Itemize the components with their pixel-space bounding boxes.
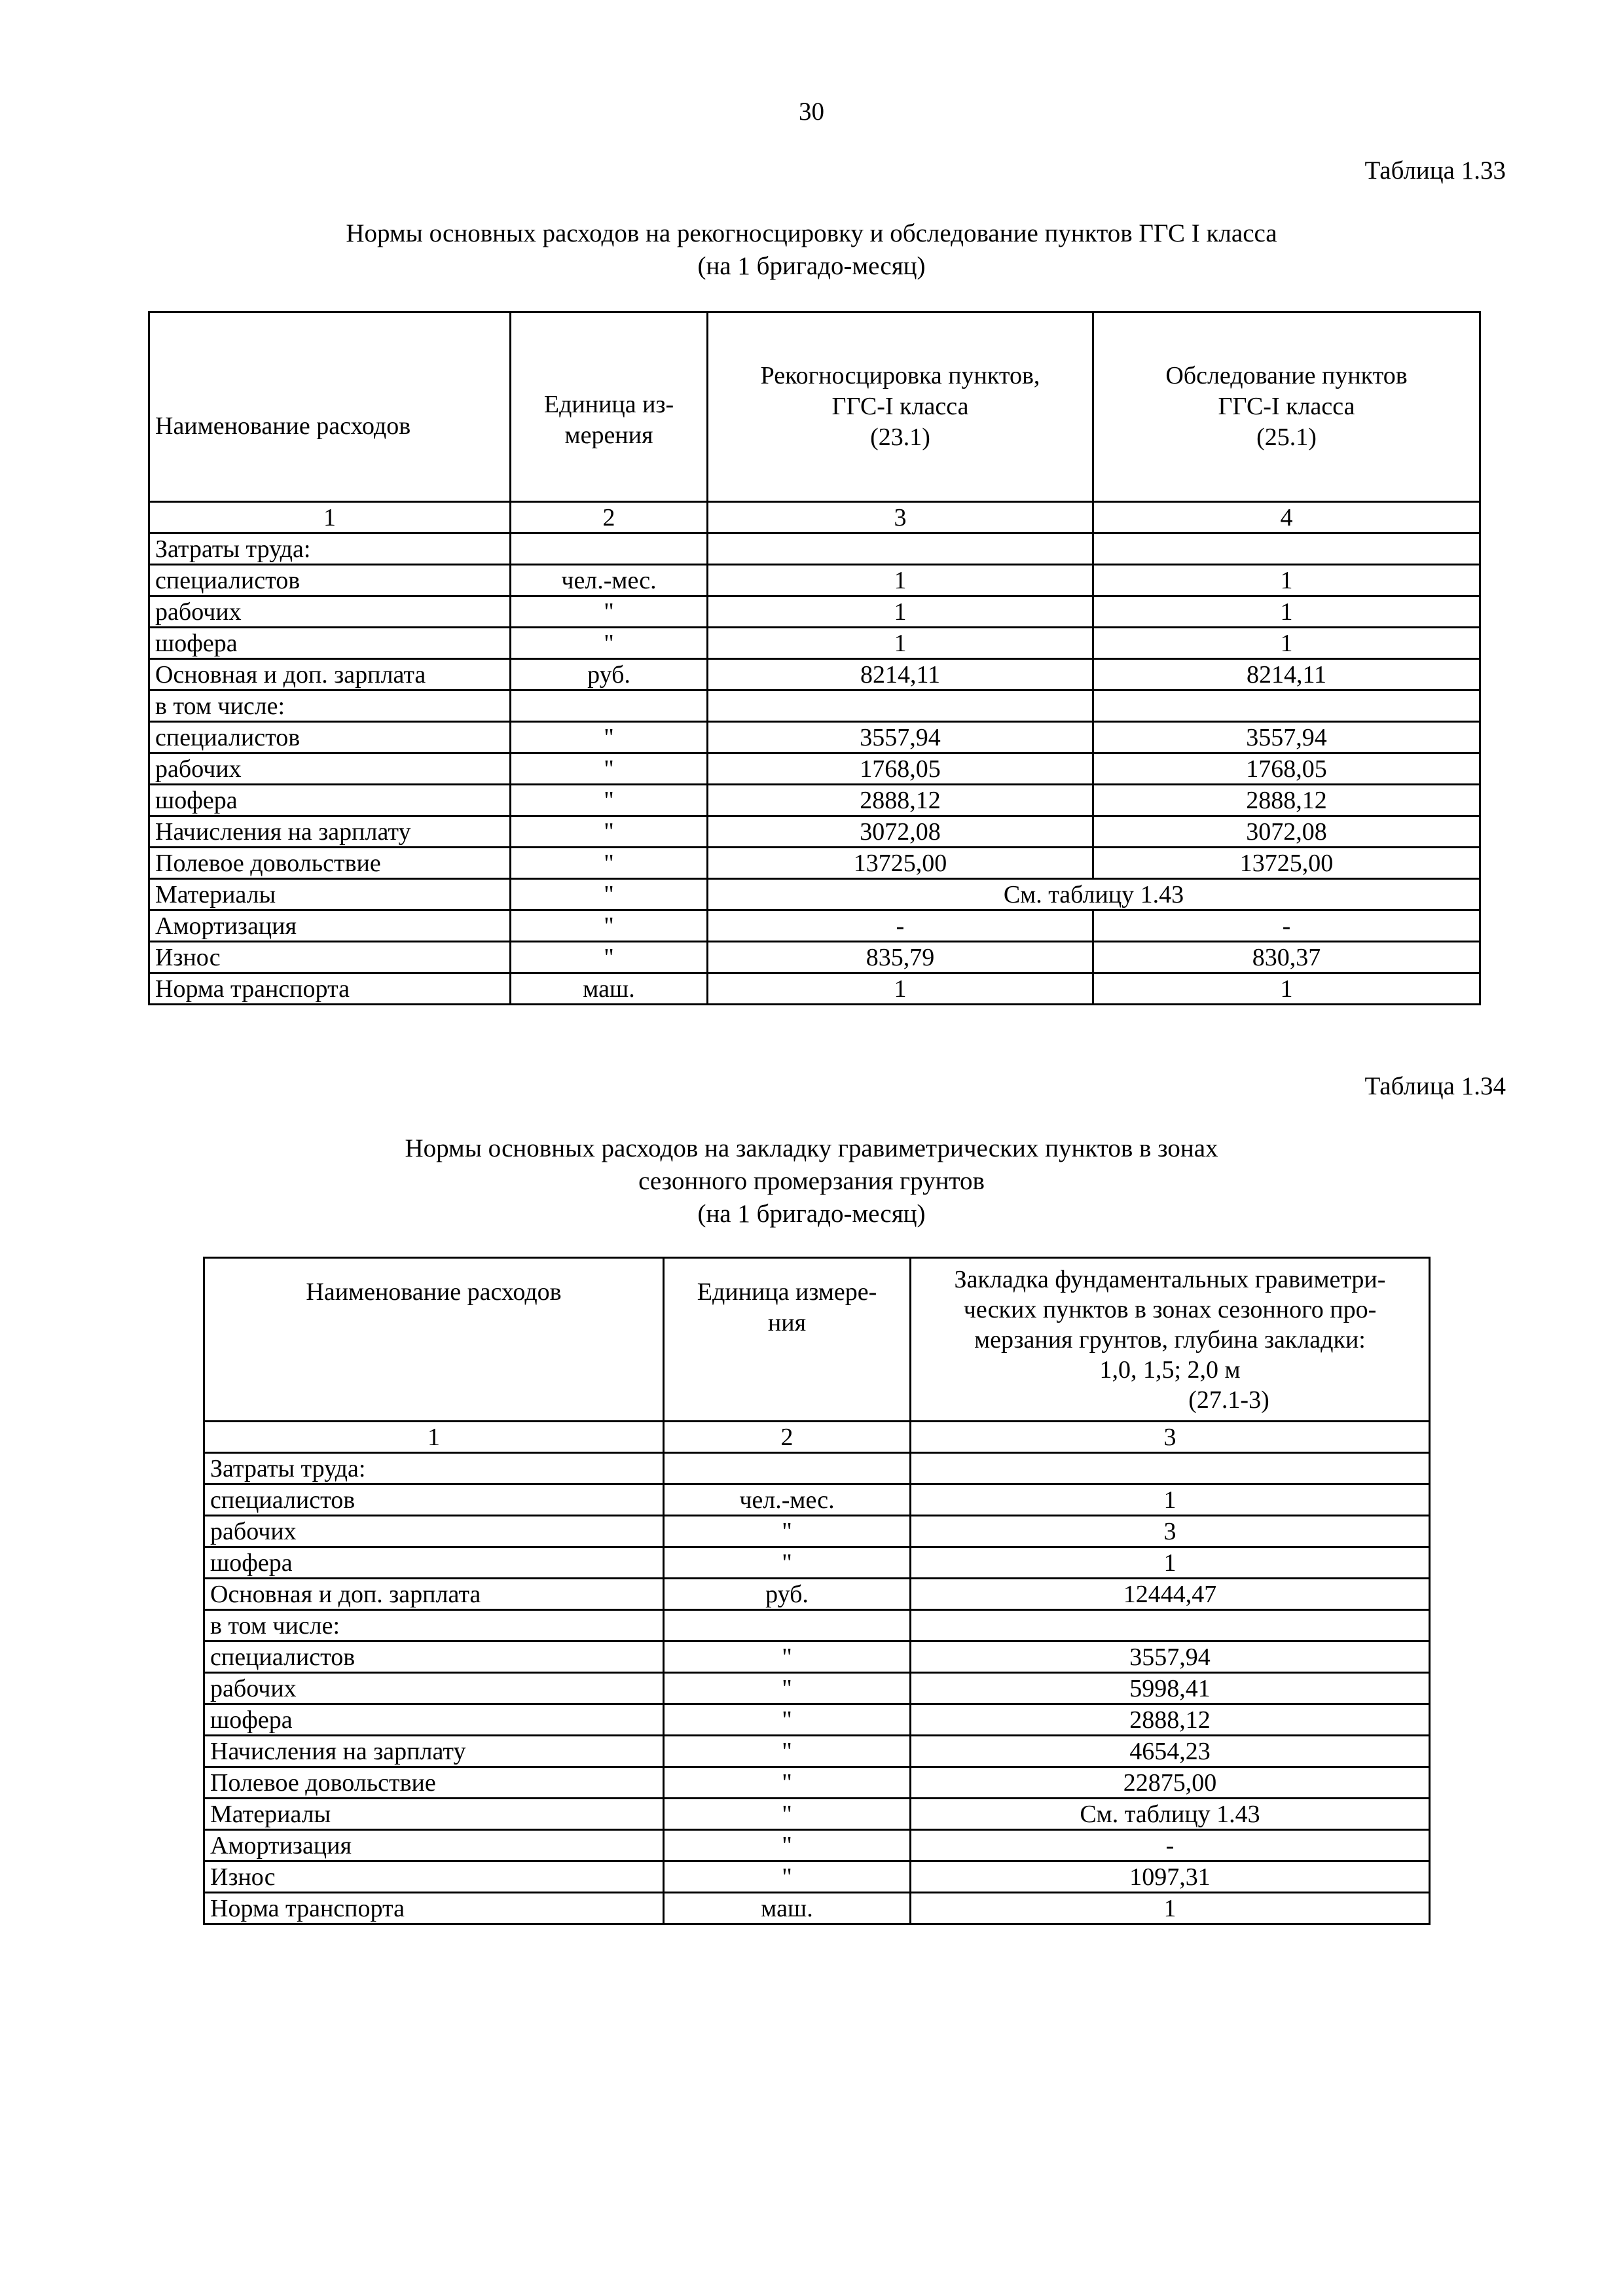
- value-cell: чел.-мес.: [511, 565, 708, 596]
- table-row: [204, 1453, 1430, 1484]
- value-cell: 8214,11: [708, 659, 1093, 691]
- header-line: Обследование пунктов: [1165, 362, 1408, 389]
- value-cell: [708, 533, 1093, 565]
- header-line: 1,0, 1,5; 2,0 м: [1099, 1355, 1241, 1384]
- column-number: 3: [911, 1422, 1430, 1453]
- table-row: [149, 753, 1480, 785]
- value-cell: 1: [708, 565, 1093, 596]
- value-cell: ": [664, 1673, 911, 1704]
- row-label-cell: шофера: [149, 628, 511, 659]
- row-label-cell: специалистов: [204, 1641, 664, 1673]
- value-cell: ": [511, 910, 708, 942]
- value-cell: [511, 691, 708, 722]
- header-line: ГГС-I класса: [831, 393, 969, 420]
- table-row: [149, 565, 1480, 596]
- value-cell: 13725,00: [708, 848, 1093, 879]
- value-cell: ": [511, 785, 708, 816]
- column-number-row: [149, 502, 1480, 533]
- table-row: [204, 1799, 1430, 1830]
- header-line: ГГС-I класса: [1218, 393, 1355, 420]
- table-label: Таблица 1.34: [1364, 1072, 1506, 1100]
- value-cell: ": [664, 1516, 911, 1547]
- value-cell: руб.: [511, 659, 708, 691]
- table-row: [149, 722, 1480, 753]
- value-cell: 13725,00: [1093, 848, 1480, 879]
- value-cell: 22875,00: [911, 1767, 1430, 1799]
- row-label-cell: рабочих: [204, 1673, 664, 1704]
- value-cell: 1768,05: [1093, 753, 1480, 785]
- row-label-cell: Износ: [149, 942, 511, 973]
- header-cell-reconnaissance: [708, 312, 1093, 502]
- row-label-cell: рабочих: [204, 1516, 664, 1547]
- value-cell: -: [1093, 910, 1480, 942]
- row-label-cell: специалистов: [149, 722, 511, 753]
- table-row: [204, 1830, 1430, 1861]
- value-cell: маш.: [664, 1893, 911, 1924]
- row-label-cell: Затраты труда:: [204, 1453, 664, 1484]
- value-cell: [708, 691, 1093, 722]
- caption-line: (на 1 бригадо-месяц): [697, 252, 926, 280]
- value-cell: 1: [1093, 628, 1480, 659]
- row-label-cell: Полевое довольствие: [149, 848, 511, 879]
- value-cell: [911, 1610, 1430, 1641]
- page-number: 30: [799, 98, 824, 126]
- column-number-row: [204, 1422, 1430, 1453]
- table-row: [204, 1516, 1430, 1547]
- value-cell: 2888,12: [708, 785, 1093, 816]
- row-label-cell: рабочих: [149, 596, 511, 628]
- header-line: Единица из-: [543, 390, 674, 418]
- caption-line: Нормы основных расходов на закладку гравиметрических пунктов в зонах: [405, 1134, 1218, 1162]
- header-cell-survey: [1093, 312, 1480, 502]
- value-cell: [1093, 691, 1480, 722]
- value-cell: ": [664, 1799, 911, 1830]
- value-cell: ": [664, 1830, 911, 1861]
- value-cell: 5998,41: [911, 1673, 1430, 1704]
- value-cell: 3557,94: [911, 1641, 1430, 1673]
- header-line: Единица измере-: [697, 1278, 877, 1306]
- table-row: [149, 942, 1480, 973]
- column-number: 4: [1093, 502, 1480, 533]
- row-label-cell: Износ: [204, 1861, 664, 1893]
- row-label-cell: Амортизация: [149, 910, 511, 942]
- value-cell: [1093, 533, 1480, 565]
- header-line: Рекогносцировка пунктов,: [760, 362, 1040, 389]
- value-cell: 830,37: [1093, 942, 1480, 973]
- header-line: ческих пунктов в зонах сезонного про-: [963, 1295, 1377, 1323]
- value-cell: ": [664, 1641, 911, 1673]
- table-row: [204, 1673, 1430, 1704]
- value-cell: 1768,05: [708, 753, 1093, 785]
- header-line: Закладка фундаментальных гравиметри-: [954, 1265, 1386, 1293]
- table-row: [149, 659, 1480, 691]
- row-label-cell: Полевое довольствие: [204, 1767, 664, 1799]
- value-cell: -: [911, 1830, 1430, 1861]
- row-label-cell: шофера: [149, 785, 511, 816]
- value-cell: чел.-мес.: [664, 1484, 911, 1516]
- value-cell: 8214,11: [1093, 659, 1480, 691]
- value-cell: 1: [911, 1893, 1430, 1924]
- table-row: [149, 596, 1480, 628]
- table-header-row: [149, 312, 1480, 502]
- row-label-cell: Материалы: [204, 1799, 664, 1830]
- value-cell: 3: [911, 1516, 1430, 1547]
- header-line: мерзания грунтов, глубина закладки:: [974, 1325, 1366, 1354]
- table-row: [204, 1547, 1430, 1579]
- header-cell-name: Наименование расходов: [149, 312, 511, 502]
- value-cell: -: [708, 910, 1093, 942]
- table-caption: [0, 1132, 1623, 1230]
- value-cell: 3557,94: [708, 722, 1093, 753]
- value-cell: 1097,31: [911, 1861, 1430, 1893]
- header-line: ния: [767, 1309, 807, 1336]
- value-cell: ": [511, 596, 708, 628]
- caption-line: сезонного промерзания грунтов: [638, 1167, 985, 1195]
- row-label-cell: специалистов: [204, 1484, 664, 1516]
- caption-line: Нормы основных расходов на рекогносцировку и обследование пунктов ГГС I класса: [346, 219, 1277, 247]
- table-row: [204, 1641, 1430, 1673]
- column-number: 1: [204, 1422, 664, 1453]
- value-cell: [511, 533, 708, 565]
- row-label-cell: шофера: [204, 1547, 664, 1579]
- row-label-cell: Основная и доп. зарплата: [204, 1579, 664, 1610]
- value-cell: ": [511, 753, 708, 785]
- value-cell: 3072,08: [1093, 816, 1480, 848]
- table-row: [204, 1893, 1430, 1924]
- header-cell-name: Наименование расходов: [204, 1258, 664, 1422]
- value-cell: ": [511, 848, 708, 879]
- value-cell: ": [511, 816, 708, 848]
- value-cell: ": [664, 1736, 911, 1767]
- header-line: (25.1): [1256, 423, 1317, 451]
- header-cell-unit: [664, 1258, 911, 1422]
- table-header-row: [204, 1258, 1430, 1422]
- value-cell: 1: [911, 1484, 1430, 1516]
- value-cell: 1: [1093, 565, 1480, 596]
- table-label: Таблица 1.33: [1364, 156, 1506, 185]
- value-cell: маш.: [511, 973, 708, 1005]
- row-label-cell: Норма транспорта: [149, 973, 511, 1005]
- header-cell-unit: [511, 312, 708, 502]
- row-label-cell: в том числе:: [204, 1610, 664, 1641]
- value-cell: 12444,47: [911, 1579, 1430, 1610]
- value-cell: руб.: [664, 1579, 911, 1610]
- table-row: [149, 785, 1480, 816]
- row-label-cell: Норма транспорта: [204, 1893, 664, 1924]
- value-cell: ": [511, 628, 708, 659]
- row-label-cell: Материалы: [149, 879, 511, 910]
- row-label-cell: специалистов: [149, 565, 511, 596]
- table-row: [149, 628, 1480, 659]
- table-row: [204, 1736, 1430, 1767]
- table-row: [204, 1861, 1430, 1893]
- row-label-cell: в том числе:: [149, 691, 511, 722]
- value-cell: 2888,12: [911, 1704, 1430, 1736]
- value-cell: ": [664, 1861, 911, 1893]
- table-row: [149, 973, 1480, 1005]
- column-number: 3: [708, 502, 1093, 533]
- value-cell: 1: [708, 596, 1093, 628]
- table-row: [149, 848, 1480, 879]
- value-cell: 3557,94: [1093, 722, 1480, 753]
- table-row: [204, 1610, 1430, 1641]
- row-label-cell: Начисления на зарплату: [204, 1736, 664, 1767]
- table-row: [149, 910, 1480, 942]
- value-cell: ": [664, 1547, 911, 1579]
- row-label-cell: Основная и доп. зарплата: [149, 659, 511, 691]
- value-cell: ": [664, 1767, 911, 1799]
- value-cell: [664, 1453, 911, 1484]
- value-cell: [911, 1453, 1430, 1484]
- row-label-cell: Затраты труда:: [149, 533, 511, 565]
- table-row: [204, 1484, 1430, 1516]
- row-label-cell: Начисления на зарплату: [149, 816, 511, 848]
- table-row: [149, 691, 1480, 722]
- value-cell: ": [664, 1704, 911, 1736]
- table-row: [204, 1579, 1430, 1610]
- caption-line: (на 1 бригадо-месяц): [697, 1200, 926, 1228]
- value-cell: [664, 1610, 911, 1641]
- table-row: [149, 533, 1480, 565]
- column-number: 2: [664, 1422, 911, 1453]
- value-cell: 4654,23: [911, 1736, 1430, 1767]
- value-cell: 1: [1093, 596, 1480, 628]
- header-line: (23.1): [870, 423, 930, 451]
- table-row: [149, 816, 1480, 848]
- value-cell: ": [511, 722, 708, 753]
- value-cell: ": [511, 879, 708, 910]
- table-row: [204, 1767, 1430, 1799]
- value-cell: 3072,08: [708, 816, 1093, 848]
- row-label-cell: шофера: [204, 1704, 664, 1736]
- row-label-cell: Амортизация: [204, 1830, 664, 1861]
- value-cell: См. таблицу 1.43: [708, 879, 1480, 910]
- header-line: мерения: [564, 421, 653, 449]
- value-cell: 835,79: [708, 942, 1093, 973]
- expense-table-1-34: [203, 1257, 1431, 1925]
- value-cell: 1: [708, 628, 1093, 659]
- value-cell: 1: [1093, 973, 1480, 1005]
- table-row: [204, 1704, 1430, 1736]
- row-label-cell: рабочих: [149, 753, 511, 785]
- header-line: (27.1-3): [1188, 1386, 1269, 1414]
- column-number: 1: [149, 502, 511, 533]
- value-cell: См. таблицу 1.43: [911, 1799, 1430, 1830]
- value-cell: 1: [911, 1547, 1430, 1579]
- value-cell: ": [511, 942, 708, 973]
- value-cell: 2888,12: [1093, 785, 1480, 816]
- column-number: 2: [511, 502, 708, 533]
- expense-table-1-33: [148, 311, 1481, 1005]
- header-cell-gravimetric: [911, 1258, 1430, 1422]
- table-row: [149, 879, 1480, 910]
- table-caption: [0, 217, 1623, 283]
- value-cell: 1: [708, 973, 1093, 1005]
